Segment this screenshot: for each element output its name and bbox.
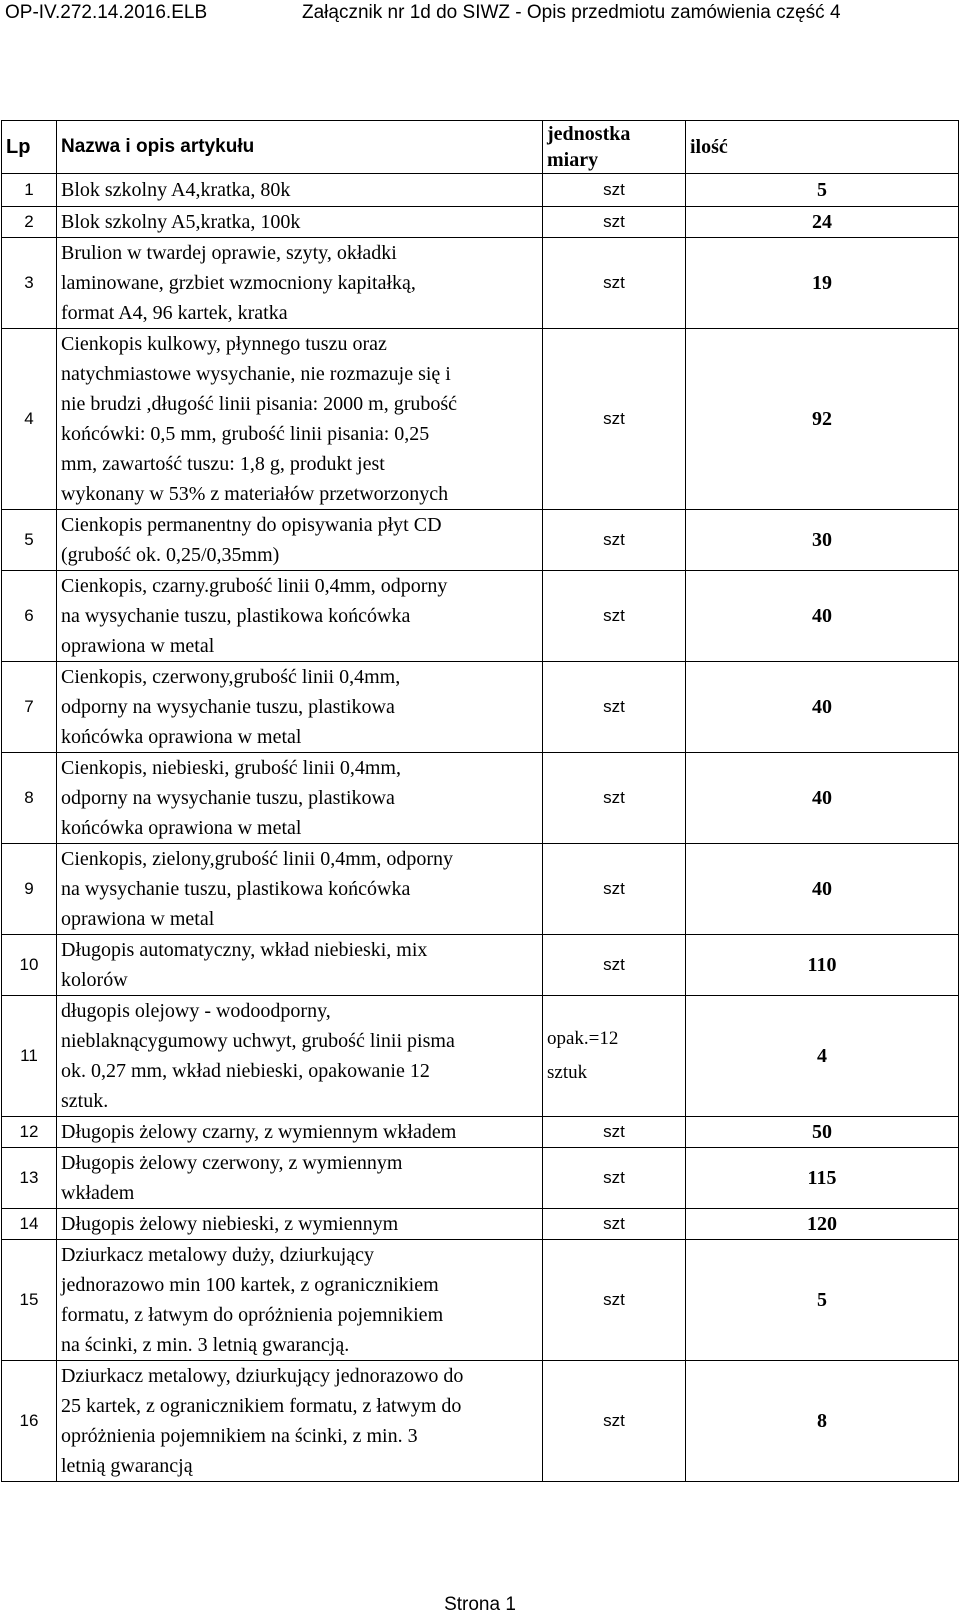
row-name: Cienkopis kulkowy, płynnego tuszu oraz natychmiastowe wysychanie, nie rozmazuje się i nie brudzi ,długość linii pisania: 2000 m, grubość końcówki: 0,5 mm, grubość linii pisania: 0,25 mm, zawartość tuszu: 1,8 g, produkt jest wykonany w 53% z materiałów przetworzonych [57, 329, 543, 510]
row-unit: szt [543, 329, 686, 510]
column-header-lp: Lp [2, 121, 57, 174]
table-row [2, 238, 959, 329]
row-name: Dziurkacz metalowy duży, dziurkujący jednorazowo min 100 kartek, z ogranicznikiem formatu, z łatwym do opróżnienia pojemnikiem na ścinki, z min. 3 letnią gwarancją. [57, 1240, 543, 1361]
table-row [2, 753, 959, 844]
row-lp: 3 [2, 238, 57, 329]
row-qty: 4 [686, 996, 959, 1117]
table-row [2, 329, 959, 510]
row-unit: szt [543, 935, 686, 996]
row-qty: 40 [686, 662, 959, 753]
table-row [2, 996, 959, 1117]
row-lp: 2 [2, 207, 57, 238]
row-name: długopis olejowy - wodoodporny, nieblaknącygumowy uchwyt, grubość linii pisma ok. 0,27 mm, wkład niebieski, opakowanie 12 sztuk. [57, 996, 543, 1117]
table-row [2, 571, 959, 662]
row-lp: 15 [2, 1240, 57, 1361]
row-unit: szt [543, 571, 686, 662]
table-row [2, 510, 959, 571]
page-header [5, 0, 945, 30]
row-qty: 92 [686, 329, 959, 510]
row-lp: 1 [2, 174, 57, 207]
row-unit: szt [543, 1148, 686, 1209]
table-header-row [2, 121, 959, 174]
row-unit: opak.=12 sztuk [543, 996, 686, 1117]
row-lp: 13 [2, 1148, 57, 1209]
row-lp: 4 [2, 329, 57, 510]
document-title: Załącznik nr 1d do SIWZ - Opis przedmiotu zamówienia część 4 [302, 2, 841, 23]
row-qty: 115 [686, 1148, 959, 1209]
row-qty: 40 [686, 844, 959, 935]
row-lp: 14 [2, 1209, 57, 1240]
table-row [2, 1240, 959, 1361]
row-lp: 9 [2, 844, 57, 935]
row-lp: 8 [2, 753, 57, 844]
row-qty: 8 [686, 1361, 959, 1482]
row-qty: 5 [686, 174, 959, 207]
row-name: Długopis żelowy niebieski, z wymiennym [57, 1209, 543, 1240]
row-unit: szt [543, 662, 686, 753]
row-qty: 50 [686, 1117, 959, 1148]
table-row [2, 174, 959, 207]
row-lp: 6 [2, 571, 57, 662]
table-row [2, 1361, 959, 1482]
row-unit: szt [543, 1240, 686, 1361]
document-code: OP-IV.272.14.2016.ELB [5, 2, 208, 23]
table-row [2, 1209, 959, 1240]
row-name: Długopis żelowy czerwony, z wymiennym wkładem [57, 1148, 543, 1209]
page-number: Strona 1 [444, 1594, 516, 1615]
row-unit: szt [543, 174, 686, 207]
row-name: Długopis żelowy czarny, z wymiennym wkładem [57, 1117, 543, 1148]
row-name: Blok szkolny A5,kratka, 100k [57, 207, 543, 238]
row-qty: 120 [686, 1209, 959, 1240]
row-qty: 40 [686, 753, 959, 844]
row-name: Blok szkolny A4,kratka, 80k [57, 174, 543, 207]
row-unit: szt [543, 207, 686, 238]
row-unit: szt [543, 510, 686, 571]
table-row [2, 935, 959, 996]
row-unit: szt [543, 238, 686, 329]
row-name: Cienkopis permanentny do opisywania płyt CD (grubość ok. 0,25/0,35mm) [57, 510, 543, 571]
row-qty: 40 [686, 571, 959, 662]
row-name: Długopis automatyczny, wkład niebieski, mix kolorów [57, 935, 543, 996]
items-table-body [2, 174, 959, 1482]
row-name: Dziurkacz metalowy, dziurkujący jednorazowo do 25 kartek, z ogranicznikiem formatu, z łatwym do opróżnienia pojemnikiem na ścinki, z min. 3 letnią gwarancją [57, 1361, 543, 1482]
row-unit: szt [543, 844, 686, 935]
column-header-unit: jednostka miary [543, 121, 686, 174]
row-name: Cienkopis, zielony,grubość linii 0,4mm, odporny na wysychanie tuszu, plastikowa końcówka oprawiona w metal [57, 844, 543, 935]
row-qty: 19 [686, 238, 959, 329]
row-unit: szt [543, 1117, 686, 1148]
table-row [2, 1148, 959, 1209]
row-qty: 24 [686, 207, 959, 238]
row-lp: 10 [2, 935, 57, 996]
row-unit: szt [543, 1361, 686, 1482]
row-name: Cienkopis, czerwony,grubość linii 0,4mm, odporny na wysychanie tuszu, plastikowa końcówka oprawiona w metal [57, 662, 543, 753]
column-header-name: Nazwa i opis artykułu [57, 121, 543, 174]
column-header-qty: ilość [686, 121, 959, 174]
row-name: Cienkopis, czarny.grubość linii 0,4mm, odporny na wysychanie tuszu, plastikowa końcówka oprawiona w metal [57, 571, 543, 662]
row-lp: 12 [2, 1117, 57, 1148]
table-row [2, 844, 959, 935]
row-qty: 5 [686, 1240, 959, 1361]
table-row [2, 207, 959, 238]
row-unit: szt [543, 753, 686, 844]
row-name: Brulion w twardej oprawie, szyty, okładki laminowane, grzbiet wzmocniony kapitałką, format A4, 96 kartek, kratka [57, 238, 543, 329]
row-lp: 11 [2, 996, 57, 1117]
table-row [2, 662, 959, 753]
row-unit: szt [543, 1209, 686, 1240]
row-lp: 7 [2, 662, 57, 753]
row-lp: 5 [2, 510, 57, 571]
row-lp: 16 [2, 1361, 57, 1482]
row-qty: 110 [686, 935, 959, 996]
table-row [2, 1117, 959, 1148]
row-qty: 30 [686, 510, 959, 571]
items-table [1, 120, 959, 1482]
row-name: Cienkopis, niebieski, grubość linii 0,4mm, odporny na wysychanie tuszu, plastikowa końcówka oprawiona w metal [57, 753, 543, 844]
